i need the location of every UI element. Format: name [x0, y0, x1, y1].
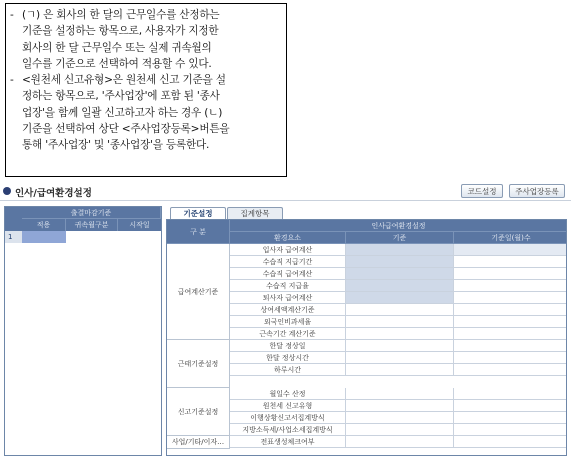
col-item-header: 환경요소	[230, 232, 346, 244]
note-line	[10, 121, 282, 137]
note-line	[10, 7, 282, 23]
standard-cell[interactable]	[346, 316, 454, 327]
table-row[interactable]	[230, 280, 566, 292]
closing-criteria-header: 출결마감기준	[22, 207, 161, 219]
col-category-header: 구 분	[167, 220, 230, 244]
start-day-cell[interactable]	[118, 231, 161, 243]
days-cell[interactable]	[454, 304, 566, 315]
days-cell[interactable]	[454, 352, 566, 363]
table-row[interactable]	[230, 316, 566, 328]
setting-item-label: 수습직 지급기간	[230, 256, 346, 267]
note-line	[10, 137, 282, 153]
note-dash	[10, 137, 22, 153]
row-no-cell: 1	[5, 231, 22, 243]
standard-cell[interactable]	[346, 364, 454, 375]
days-cell[interactable]	[454, 256, 566, 267]
standard-cell[interactable]	[346, 268, 454, 279]
setting-item-label: 수습직 지급율	[230, 280, 346, 291]
note-dash	[10, 56, 22, 72]
table-row[interactable]	[230, 352, 566, 364]
tab-aggregate-items[interactable]: 집계항목	[227, 207, 283, 219]
apply-cell[interactable]	[22, 231, 66, 243]
note-text: 회사의 한 달 근무일수 또는 실제 귀속월의	[22, 41, 212, 54]
note-line	[10, 40, 282, 56]
setting-item-label: 입사자 급여계산	[230, 244, 346, 255]
standard-cell[interactable]	[346, 292, 454, 303]
payroll-environment-grid	[166, 219, 567, 456]
table-row[interactable]	[230, 328, 566, 340]
table-row[interactable]	[230, 364, 566, 376]
setting-item-label: 한달 정상일	[230, 340, 346, 351]
setting-item-label: 퇴사자 급여계산	[230, 292, 346, 303]
days-cell[interactable]	[454, 292, 566, 303]
days-cell[interactable]	[454, 328, 566, 339]
tab-basic-settings[interactable]: 기준설정	[170, 207, 226, 219]
setting-item-label: 한달 정상시간	[230, 352, 346, 363]
table-row[interactable]	[230, 268, 566, 280]
table-row[interactable]	[230, 304, 566, 316]
col-apply-header: 적용	[22, 219, 66, 231]
table-row[interactable]	[230, 256, 566, 268]
days-cell[interactable]	[454, 424, 566, 435]
table-row[interactable]	[230, 412, 566, 424]
note-text: 통해 '주사업장' 및 '종사업장'을 등록한다.	[22, 139, 210, 152]
setting-item-label: 수습직 급여계산	[230, 268, 346, 279]
note-text: 기준을 선택하여 상단 <주사업장등록>버튼을	[22, 123, 230, 136]
days-cell[interactable]	[454, 244, 566, 255]
explanation-note	[5, 3, 287, 177]
note-text: 정하는 항목으로, '주사업장'에 포함 된 '종사	[22, 90, 220, 103]
group-attendance: 근태기준설정	[167, 340, 230, 388]
note-line	[10, 72, 282, 88]
group-payroll-calc: 급여계산기준	[167, 244, 230, 340]
col-days-header: 기준일(월)수	[454, 232, 567, 244]
attribution-cell[interactable]	[66, 231, 118, 243]
header-divider	[0, 200, 571, 201]
table-row[interactable]	[5, 231, 161, 243]
note-text: 일수를 기준으로 선택하여 적용할 수 있다.	[22, 57, 212, 70]
note-text: (ㄱ) 은 회사의 한 달의 근무일수를 산정하는	[22, 9, 220, 21]
setting-item-label: 지방소득세/사업소세집계방식	[230, 424, 346, 435]
setting-item-label: 하루시간	[230, 364, 346, 375]
note-dash	[10, 121, 22, 137]
app-header	[0, 184, 571, 200]
col-standard-header: 기준	[346, 232, 454, 244]
table-row[interactable]	[230, 340, 566, 352]
col-group-header: 인사급여환경설정	[230, 220, 567, 232]
setting-item-label: 월일수 산정	[230, 388, 346, 399]
setting-item-label: 원천세 신고유형	[230, 400, 346, 411]
standard-cell[interactable]	[346, 340, 454, 351]
standard-cell[interactable]	[346, 256, 454, 267]
note-line	[10, 105, 282, 121]
page-title: 인사/급여환경설정	[15, 188, 92, 199]
note-dash	[10, 88, 22, 104]
table-row[interactable]	[230, 400, 566, 412]
code-setting-button[interactable]: 코드설정	[461, 184, 503, 198]
window-bullet-icon	[3, 187, 11, 195]
note-dash	[10, 105, 22, 121]
standard-cell[interactable]	[346, 424, 454, 435]
col-start-day-header: 시작일	[129, 221, 150, 229]
note-text: 업장'을 함께 일괄 신고하고자 하는 경우 (ㄴ)	[22, 106, 223, 119]
days-cell[interactable]	[454, 268, 566, 279]
attendance-closing-grid	[4, 206, 162, 456]
table-row[interactable]	[230, 244, 566, 256]
days-cell[interactable]	[454, 364, 566, 375]
note-dash	[10, 23, 22, 39]
group-business-other-interest: 사업/기타/이자…	[167, 436, 230, 449]
standard-cell[interactable]	[346, 412, 454, 423]
table-row[interactable]	[230, 424, 566, 436]
col-attribution-header: 귀속월구분	[66, 219, 118, 231]
note-line	[10, 56, 282, 72]
setting-item-label: 상여세액계산기준	[230, 304, 346, 315]
note-dash	[10, 40, 22, 56]
standard-cell[interactable]	[346, 436, 454, 447]
standard-cell[interactable]	[346, 280, 454, 291]
days-cell[interactable]	[454, 436, 566, 447]
standard-cell[interactable]	[346, 328, 454, 339]
setting-item-label: 전표생성체크여부	[230, 436, 346, 447]
setting-item-label: 근속기간 계산기준	[230, 328, 346, 339]
main-workplace-register-button[interactable]: 주사업장등록	[509, 184, 565, 198]
note-dash: -	[10, 74, 14, 87]
days-cell[interactable]	[454, 412, 566, 423]
grid-group-header-row	[5, 207, 161, 219]
note-dash: -	[10, 9, 14, 21]
days-cell[interactable]	[454, 280, 566, 291]
standard-cell[interactable]	[346, 352, 454, 363]
standard-cell[interactable]	[346, 304, 454, 315]
note-text: <원천세 신고유형>은 원천세 신고 기준을 설	[22, 74, 226, 87]
note-line	[10, 88, 282, 104]
table-row[interactable]	[230, 436, 566, 448]
table-row[interactable]	[230, 388, 566, 400]
standard-cell[interactable]	[346, 400, 454, 411]
days-cell[interactable]	[454, 340, 566, 351]
standard-cell[interactable]	[346, 388, 454, 399]
grid-column-header-row	[5, 219, 161, 231]
group-filing: 신고기준설정	[167, 388, 230, 436]
days-cell[interactable]	[454, 400, 566, 411]
note-line	[10, 23, 282, 39]
table-row[interactable]	[230, 292, 566, 304]
note-text: 기준을 설정하는 항목으로, 사용자가 지정한	[22, 25, 219, 38]
setting-item-label: 외국인비과세율	[230, 316, 346, 327]
days-cell[interactable]	[454, 388, 566, 399]
setting-item-label: 이행상황신고서집계방식	[230, 412, 346, 423]
days-cell[interactable]	[454, 316, 566, 327]
standard-cell[interactable]	[346, 244, 454, 255]
